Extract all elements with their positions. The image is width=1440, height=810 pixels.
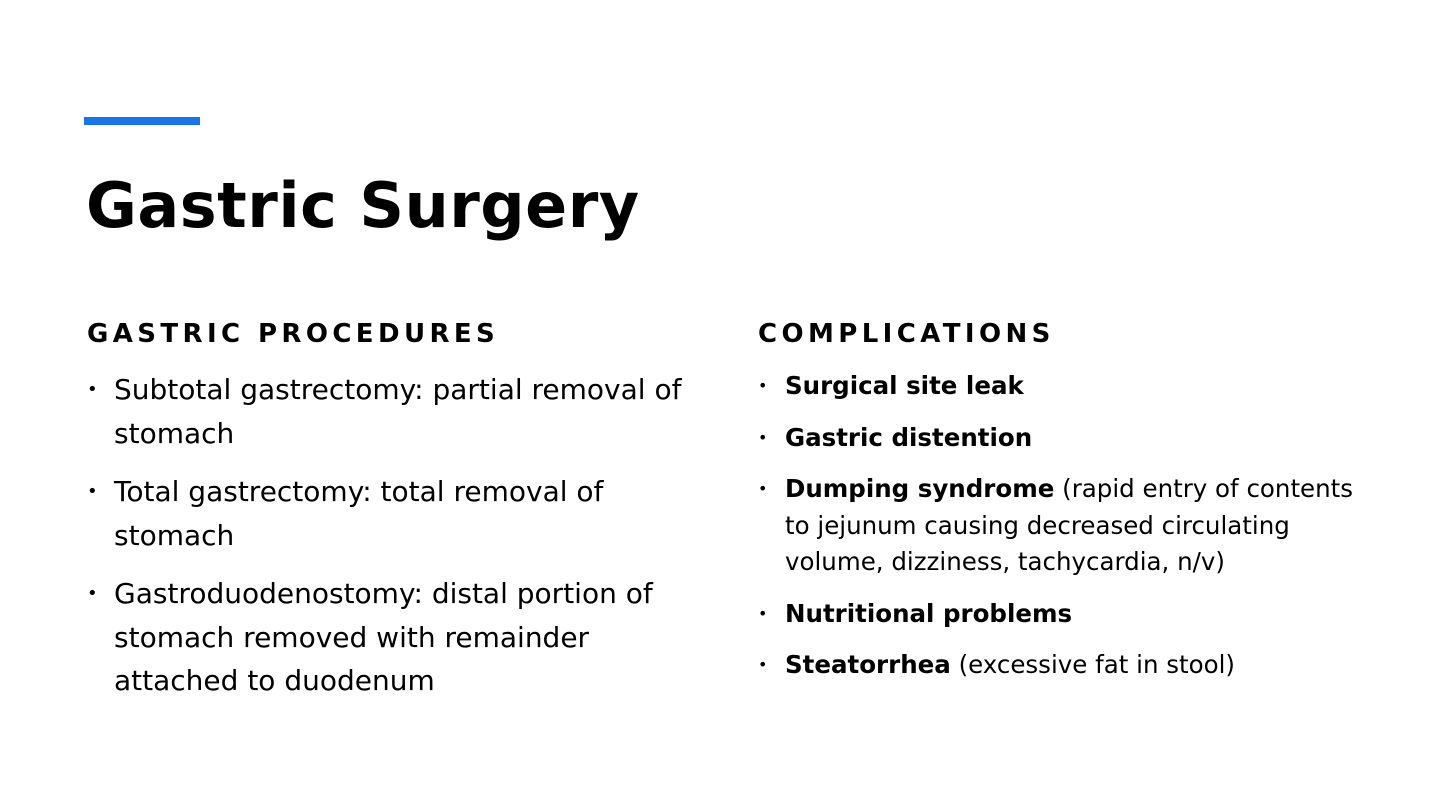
complication-term: Nutritional problems — [785, 598, 1073, 628]
procedure-text: Subtotal gastrectomy: partial removal of stomach — [114, 373, 682, 450]
list-item — [758, 368, 1378, 405]
bullet-icon: • — [758, 427, 768, 447]
bullet-icon: • — [87, 481, 98, 502]
list-item — [87, 470, 687, 557]
bullet-icon: • — [758, 376, 768, 395]
complications-heading: COMPLICATIONS — [758, 319, 1055, 349]
procedures-column — [87, 318, 687, 718]
bullet-icon: • — [758, 603, 768, 623]
procedures-heading: GASTRIC PROCEDURES — [87, 319, 500, 349]
bullet-icon: • — [87, 583, 98, 604]
complication-detail: (rapid entry of contents to jejunum causing decreased circulating volume, dizziness, tachycardia, n/v) — [785, 474, 1354, 576]
list-item — [758, 471, 1378, 581]
complication-term: Steatorrhea — [785, 650, 951, 679]
complications-list — [758, 368, 1378, 684]
complication-term: Gastric distention — [785, 422, 1033, 452]
list-item — [87, 572, 687, 703]
list-item — [758, 420, 1378, 457]
bullet-icon: • — [87, 379, 98, 400]
complication-term: Dumping syndrome — [785, 474, 1055, 503]
list-item — [758, 596, 1378, 633]
procedure-text: Gastroduodenostomy: distal portion of stomach removed with remainder attached to duodenum — [114, 577, 653, 697]
list-item — [758, 647, 1378, 684]
bullet-icon: • — [758, 655, 768, 674]
procedures-list — [87, 368, 687, 703]
complication-term: Surgical site leak — [785, 371, 1024, 400]
bullet-icon: • — [758, 479, 768, 498]
procedure-text: Total gastrectomy: total removal of stomach — [114, 475, 604, 552]
list-item — [87, 368, 687, 455]
slide-title: Gastric Surgery — [86, 169, 640, 242]
complications-column — [758, 318, 1378, 699]
title-accent-bar — [84, 117, 200, 125]
complication-detail: (excessive fat in stool) — [950, 650, 1235, 679]
